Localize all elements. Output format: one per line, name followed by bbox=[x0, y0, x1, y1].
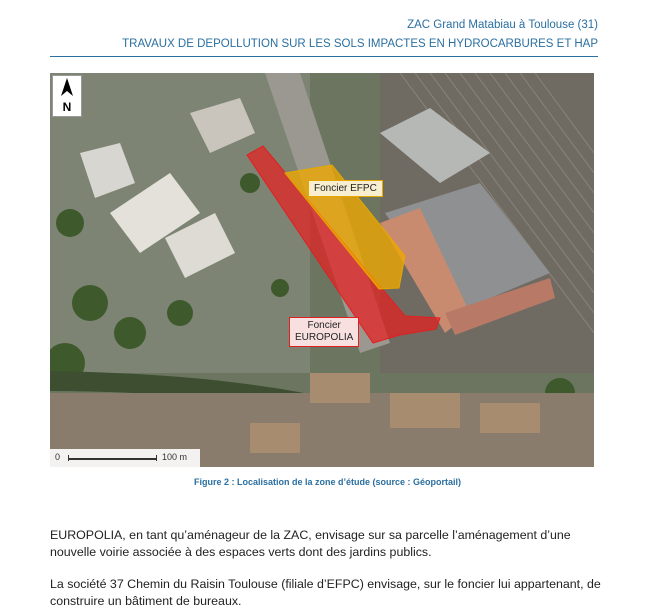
paragraph-efpc: La société 37 Chemin du Raisin Toulouse (filiale d’EFPC) envisage, sur le foncier lui appartenant, de construire un bâtiment de bureaux. bbox=[50, 577, 601, 608]
header-subtitle: TRAVAUX DE DEPOLLUTION SUR LES SOLS IMPACTES EN HYDROCARBURES ET HAP bbox=[122, 38, 598, 50]
label-europolia-line1: Foncier bbox=[307, 320, 341, 331]
north-label: N bbox=[62, 100, 72, 114]
scale-end: 100 m bbox=[162, 452, 188, 462]
scale-bar bbox=[50, 449, 200, 467]
scale-tick-end bbox=[156, 455, 157, 461]
north-arrow-icon bbox=[52, 75, 82, 117]
label-europolia-line2: EUROPOLIA bbox=[295, 332, 354, 343]
paragraph-europolia: EUROPOLIA, en tant qu’aménageur de la ZAC, envisage sur sa parcelle l’aménagement d’une nouvelle voirie associée à des espaces verts dont des jardins publics. bbox=[50, 528, 571, 559]
scale-start: 0 bbox=[55, 452, 61, 462]
aerial-map bbox=[50, 73, 594, 467]
label-foncier-europolia bbox=[289, 317, 359, 347]
scale-line bbox=[68, 458, 156, 460]
label-foncier-efpc: Foncier EFPC bbox=[308, 180, 383, 197]
figure-caption: Figure 2 : Localisation de la zone d’étude (source : Géoportail) bbox=[193, 477, 462, 487]
aerial-photo bbox=[50, 73, 594, 467]
header-project-title: ZAC Grand Matabiau à Toulouse (31) bbox=[407, 19, 598, 31]
header-divider bbox=[50, 56, 598, 57]
